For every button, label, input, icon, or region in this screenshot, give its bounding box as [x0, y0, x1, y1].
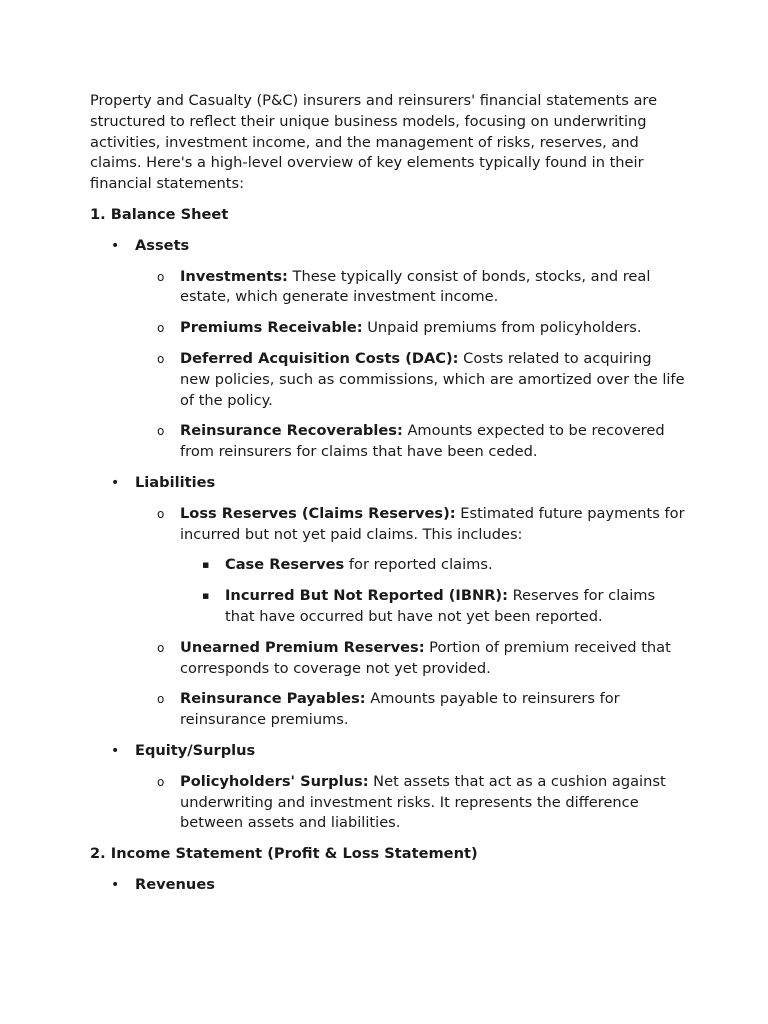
list-item-liabilities	[90, 473, 685, 494]
term: Loss Reserves (Claims Reserves):	[180, 504, 456, 522]
definition: Amounts expected to be recovered from reinsurers for claims that have been ceded.	[180, 422, 665, 461]
list-item-equity-surplus	[90, 741, 685, 762]
term: Unearned Premium Reserves:	[180, 638, 425, 656]
list-item-premiums-receivable	[90, 318, 685, 339]
section-heading-income-statement: 2. Income Statement (Profit & Loss Statement)	[90, 845, 478, 863]
definition: These typically consist of bonds, stocks, and real estate, which generate investment income.	[180, 267, 651, 306]
definition: Unpaid premiums from policyholders.	[362, 319, 642, 337]
circle-marker: o	[157, 506, 165, 521]
term: Reinsurance Payables:	[180, 690, 366, 708]
term: Investments:	[180, 267, 288, 285]
term: Reinsurance Recoverables:	[180, 422, 403, 440]
bullet-marker: •	[111, 474, 120, 491]
circle-marker: o	[157, 692, 165, 707]
circle-marker: o	[157, 774, 165, 789]
definition: Net assets that act as a cushion against underwriting and investment risks. It represents the difference between assets and liabilities.	[180, 772, 666, 832]
square-marker: ▪	[202, 558, 210, 572]
list-item-unearned-premium-reserves	[90, 638, 685, 680]
circle-marker: o	[157, 424, 165, 439]
intro-paragraph: Property and Casualty (P&C) insurers and reinsurers' financial statements are structured to reflect their unique business models, focusing on underwriting activities, investment income, and the management of risks, reserves, and claims. Here's a high-level overview of key elements typically found in their financial statements:	[90, 92, 658, 193]
bullet-marker: •	[111, 237, 120, 254]
list-item-title: Revenues	[135, 875, 215, 893]
list-item-title: Liabilities	[135, 473, 216, 491]
list-item-dac	[90, 349, 685, 411]
list-item-loss-reserves	[90, 504, 685, 546]
term: Incurred But Not Reported (IBNR):	[225, 587, 508, 605]
circle-marker: o	[157, 640, 165, 655]
circle-marker: o	[157, 351, 165, 366]
definition: Costs related to acquiring new policies, such as commissions, which are amortized over the life of the policy.	[180, 349, 685, 409]
term: Premiums Receivable:	[180, 319, 363, 337]
definition: Amounts payable to reinsurers for reinsurance premiums.	[180, 690, 620, 729]
list-item-revenues	[90, 875, 685, 896]
term: Case Reserves	[225, 556, 345, 574]
list-item-investments	[90, 267, 685, 309]
bullet-marker: •	[111, 876, 120, 893]
definition: Estimated future payments for incurred but not yet paid claims. This includes:	[180, 504, 685, 543]
term: Deferred Acquisition Costs (DAC):	[180, 349, 459, 367]
bullet-marker: •	[111, 742, 120, 759]
definition: Portion of premium received that corresponds to coverage not yet provided.	[180, 638, 671, 677]
list-item-title: Assets	[135, 236, 190, 254]
list-item-ibnr	[90, 586, 685, 628]
list-item-assets	[90, 236, 685, 257]
circle-marker: o	[157, 321, 165, 336]
term: Policyholders' Surplus:	[180, 772, 369, 790]
circle-marker: o	[157, 269, 165, 284]
list-item-reinsurance-recoverables	[90, 421, 685, 463]
list-item-title: Equity/Surplus	[135, 741, 256, 759]
list-item-reinsurance-payables	[90, 689, 685, 731]
section-heading-balance-sheet: 1. Balance Sheet	[90, 205, 229, 223]
document-body	[90, 91, 685, 906]
list-item-policyholders-surplus	[90, 772, 685, 834]
list-item-case-reserves	[90, 555, 685, 576]
square-marker: ▪	[202, 589, 210, 603]
definition: Reserves for claims that have occurred but have not yet been reported.	[225, 587, 656, 625]
definition: for reported claims.	[344, 556, 493, 574]
